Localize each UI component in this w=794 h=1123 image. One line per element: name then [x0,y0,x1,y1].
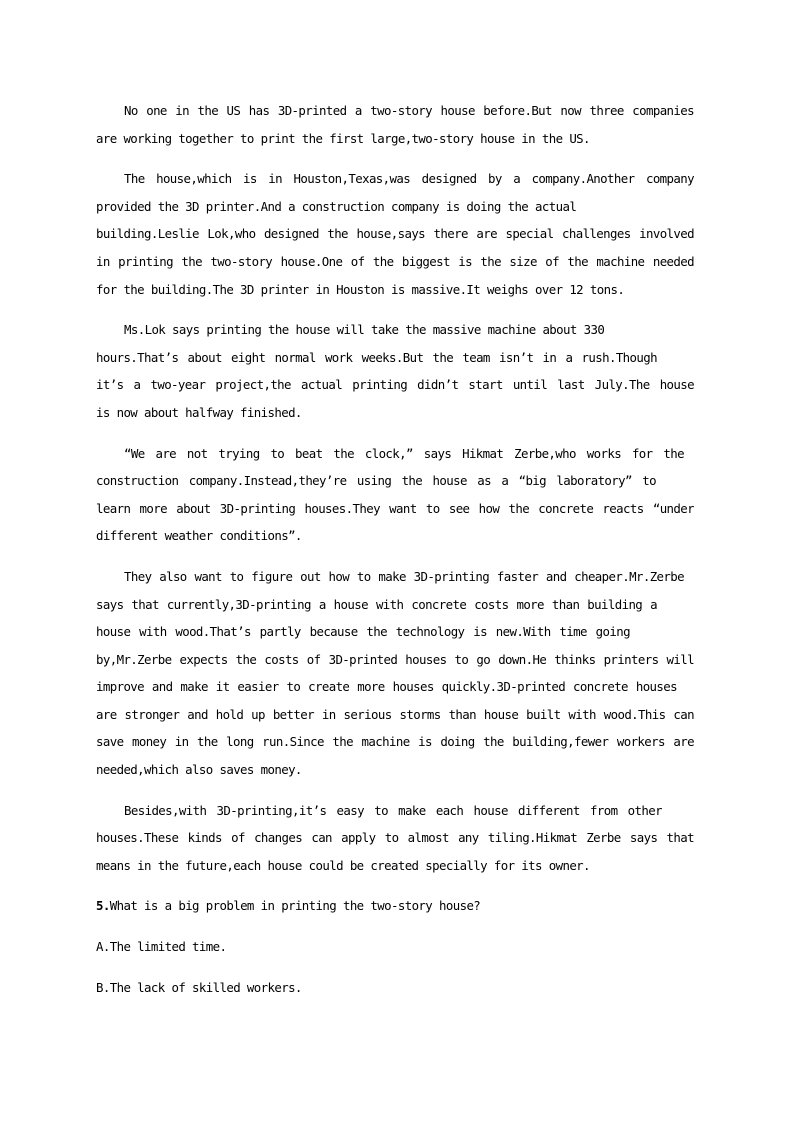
text-line: They also want to figure out how to make 3D-printing faster and cheaper.Mr.Zerbe [124,568,684,584]
text-line: is now about halfway finished. [96,404,302,420]
paragraph-4 [96,440,694,550]
text-line: hours.That’s about eight normal work weeks.But the team isn’t in a rush.Though [96,349,657,365]
paragraph-1 [96,97,694,152]
paragraph-3 [96,316,694,426]
paragraph-2 [96,165,694,303]
text-line: says that currently,3D-printing a house with concrete costs more than building a [96,596,657,612]
option-b: B.The lack of skilled workers. [96,979,302,995]
text-line: No one in the US has 3D-printed a two-story house before.But now three companies [124,103,694,118]
text-line: houses.These kinds of changes can apply to almost any tiling.Hikmat Zerbe says that [96,830,694,846]
text-line: Besides,with 3D-printing,it’s easy to make each house different from other [124,802,662,818]
text-line: for the building.The 3D printer in Houston is massive.It weighs over 12 tons. [96,281,625,297]
text-line: “We are not trying to beat the clock,” says Hikmat Zerbe,who works for the [124,445,684,461]
text-line: by,Mr.Zerbe expects the costs of 3D-printed houses to go down.He thinks printers will [96,651,694,667]
text-line: it’s a two-year project,the actual printing didn’t start until last July.The house [96,377,694,393]
option-a: A.The limited time. [96,939,227,955]
text-line: house with wood.That’s partly because the technology is new.With time going [96,624,630,640]
text-line: Ms.Lok says printing the house will take the massive machine about 330 [124,322,605,338]
text-line: in printing the two-story house.One of the biggest is the size of the machine needed [96,253,694,269]
question-number: 5. [96,898,110,914]
text-line: provided the 3D printer.And a construction company is doing the actual [96,198,577,214]
text-line: are stronger and hold up better in serious storms than house built with wood.This can [96,706,694,722]
text-line: improve and make it easier to create more houses quickly.3D-printed concrete houses [96,679,677,695]
question [96,892,694,920]
text-line: are working together to print the first large,two-story house in the US. [96,130,590,146]
text-line: means in the future,each house could be created specially for its owner. [96,857,590,873]
text-line: The house,which is in Houston,Texas,was designed by a company.Another company [124,171,694,187]
paragraph-6 [96,797,694,880]
paragraph-5 [96,563,694,784]
text-line: building.Leslie Lok,who designed the house,says there are special challenges involved [96,226,694,242]
text-line: construction company.Instead,they’re using the house as a “big laboratory” to [96,473,656,489]
text-line: different weather conditions”. [96,528,302,544]
text-line: needed,which also saves money. [96,762,302,778]
document-page [96,97,694,1014]
text-line: learn more about 3D-printing houses.They want to see how the concrete reacts “under [96,500,694,516]
question-text: What is a big problem in printing the two-story house? [109,898,481,914]
text-line: save money in the long run.Since the machine is doing the building,fewer workers are [96,734,694,750]
